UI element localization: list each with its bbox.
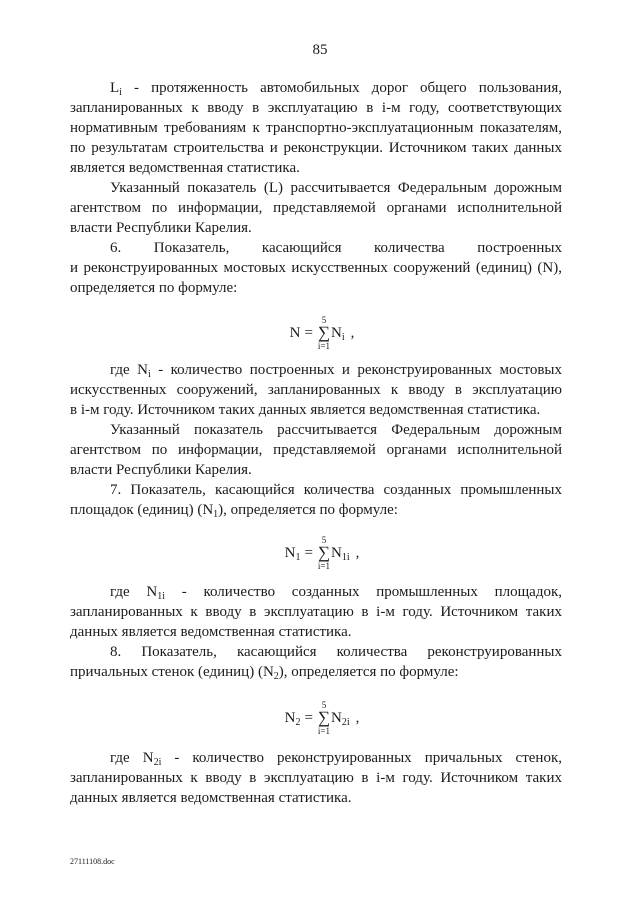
line-text: - количество реконструированных причальных стенок, [161, 750, 562, 766]
sigma-icon: ∑ [317, 543, 331, 562]
sum-lower-limit: i=1 [317, 341, 330, 351]
text-block-b [70, 360, 562, 520]
sum-operator [318, 535, 330, 571]
variable: N [284, 709, 296, 726]
text-line: данных является ведомственная статистика. [70, 624, 352, 640]
text-block-d [70, 748, 562, 808]
sum-upper-limit: 5 [321, 700, 327, 710]
sum-operator [318, 700, 330, 736]
paragraph-indicator-6 [70, 238, 562, 298]
formula-comma: , [355, 544, 360, 561]
line-text: площадок (единиц) (N [70, 502, 214, 518]
subscript: 2i [153, 757, 162, 768]
line-text: ), определяется по формуле: [218, 502, 398, 518]
text-line: является ведомственная статистика. [70, 160, 300, 176]
text-line: и реконструированных мостовых искусственных сооружений (единиц) (N), [70, 260, 562, 276]
paragraph-road-length [70, 78, 562, 178]
paragraph-indicator-8 [70, 642, 562, 682]
equals-sign: = [304, 709, 313, 726]
text-line: запланированных к вводу в эксплуатацию в i-м году. Источником таких [70, 604, 562, 620]
sum-operator [318, 315, 330, 351]
text-line: власти Республики Карелия. [70, 220, 252, 236]
text-block-a [70, 78, 562, 298]
text-line [70, 582, 562, 602]
paragraph-n1-definition [70, 582, 562, 642]
text-line: агентством по информации, представляемой органами исполнительной [70, 200, 562, 216]
text-line: запланированных к вводу в эксплуатацию в i-м году, соответствующих [70, 100, 562, 116]
formula-lhs [290, 325, 301, 342]
line-text: причальных стенок (единиц) (N [70, 664, 274, 680]
formula-term [331, 545, 350, 562]
sum-lower-limit: i=1 [317, 561, 330, 571]
text-line [70, 500, 562, 520]
sigma-icon: ∑ [317, 708, 331, 727]
text-line: власти Республики Карелия. [70, 462, 252, 478]
paragraph-l-calculation [70, 178, 562, 238]
formula-lhs [285, 545, 301, 562]
text-line: 6. Показатель, касающийся количества построенных [110, 240, 562, 256]
page-number: 85 [312, 42, 328, 58]
text-line: в i-м году. Источником таких данных является ведомственная статистика. [70, 402, 541, 418]
line-text: - протяженность автомобильных дорог общего пользования, [121, 80, 562, 96]
subscript: 2i [341, 716, 350, 728]
sigma-icon: ∑ [317, 323, 331, 342]
formula-n2 [0, 698, 640, 738]
text-line: 8. Показатель, касающийся количества реконструированных [110, 644, 562, 660]
text-line: искусственных сооружений, запланированных к вводу в эксплуатацию [70, 382, 562, 398]
text-line: Указанный показатель (L) рассчитывается Федеральным дорожным [110, 180, 562, 196]
paragraph-indicator-7 [70, 480, 562, 520]
text-line: агентством по информации, представляемой органами исполнительной [70, 442, 562, 458]
formula-comma: , [355, 709, 360, 726]
equals-sign: = [304, 324, 313, 341]
subscript: 1 [213, 509, 219, 520]
subscript: 2 [273, 671, 279, 682]
equals-sign: = [304, 544, 313, 561]
text-line [70, 662, 562, 682]
sum-upper-limit: 5 [321, 535, 327, 545]
variable: N [331, 544, 342, 561]
variable: N [331, 324, 342, 341]
line-text: где N [110, 750, 154, 766]
formula-term [331, 710, 350, 727]
subscript: 2 [295, 716, 301, 728]
variable: N [284, 544, 296, 561]
subscript: 1 [295, 551, 301, 563]
text-line: запланированных к вводу в эксплуатацию в i-м году. Источником таких [70, 770, 562, 786]
symbol-l: L [110, 80, 120, 96]
text-line: нормативным требованиям к транспортно-эксплуатационным показателям, [70, 120, 562, 136]
formula-comma: , [350, 324, 355, 341]
formula-term [331, 325, 345, 342]
subscript: i [119, 87, 122, 98]
text-line [70, 78, 562, 98]
text-line: Указанный показатель рассчитывается Федеральным дорожным [110, 422, 562, 438]
sum-upper-limit: 5 [321, 315, 327, 325]
file-name-footer: 27111108.doc [70, 857, 115, 866]
text-line: определяется по формуле: [70, 280, 238, 296]
paragraph-n2-definition [70, 748, 562, 808]
formula-n [0, 313, 640, 353]
text-line [70, 360, 562, 380]
variable: N [331, 709, 342, 726]
paragraph-n-definition [70, 360, 562, 420]
subscript: 1i [341, 551, 350, 563]
text-line [70, 748, 562, 768]
formula-n1 [0, 533, 640, 573]
paragraph-n-calculation [70, 420, 562, 480]
sum-lower-limit: i=1 [317, 726, 330, 736]
line-text: - количество построенных и реконструированных мостовых [150, 362, 562, 378]
text-line: данных является ведомственная статистика. [70, 790, 352, 806]
subscript: i [341, 331, 345, 343]
formula-lhs [285, 710, 301, 727]
line-text: где N [110, 362, 148, 378]
text-line: по результатам строительства и реконструкции. Источником таких данных [70, 140, 562, 156]
line-text: - количество созданных промышленных площадок, [165, 584, 562, 600]
line-text: ), определяется по формуле: [278, 664, 459, 680]
text-block-c [70, 582, 562, 682]
line-text: где N [110, 584, 158, 600]
text-line: 7. Показатель, касающийся количества созданных промышленных [110, 482, 562, 498]
subscript: 1i [157, 591, 166, 602]
variable: N [289, 324, 301, 341]
subscript: i [147, 369, 151, 380]
